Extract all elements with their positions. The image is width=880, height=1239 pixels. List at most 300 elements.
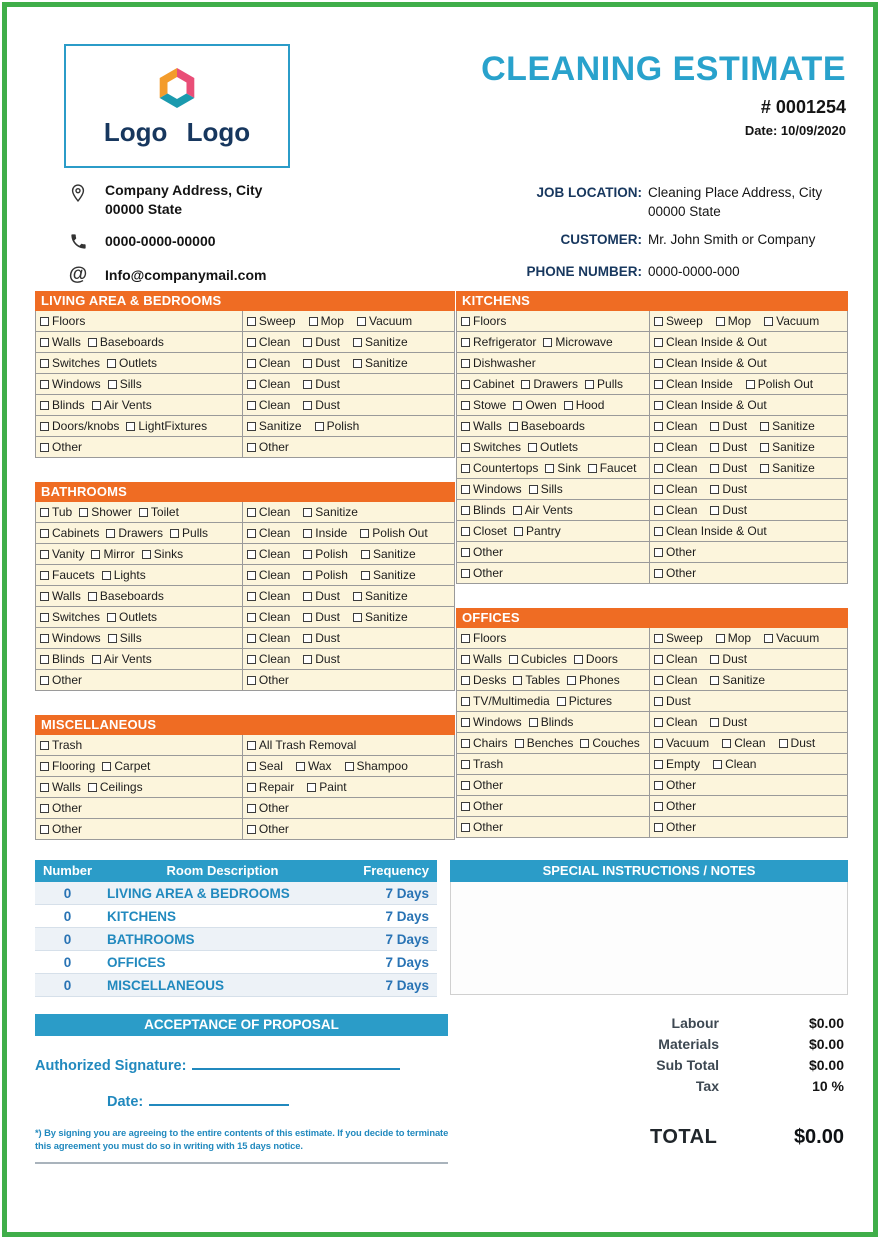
checkbox[interactable] bbox=[40, 825, 49, 834]
checkbox[interactable] bbox=[303, 338, 312, 347]
checkbox-item bbox=[746, 377, 813, 391]
checkbox[interactable] bbox=[654, 359, 663, 368]
checkbox[interactable] bbox=[102, 571, 111, 580]
checkbox[interactable] bbox=[654, 506, 663, 515]
checkbox[interactable] bbox=[247, 338, 256, 347]
checkbox[interactable] bbox=[108, 634, 117, 643]
signature-line[interactable] bbox=[192, 1059, 400, 1070]
checkbox[interactable] bbox=[713, 760, 722, 769]
checkbox[interactable] bbox=[543, 338, 552, 347]
checkbox[interactable] bbox=[247, 380, 256, 389]
checkbox-item bbox=[247, 801, 289, 815]
checkbox-label: Dust bbox=[315, 356, 340, 370]
checkbox[interactable] bbox=[40, 783, 49, 792]
checkbox-label: Mop bbox=[727, 314, 752, 328]
company-contact bbox=[66, 181, 266, 286]
checkbox[interactable] bbox=[106, 529, 115, 538]
checkbox[interactable] bbox=[247, 676, 256, 685]
checkbox-label: Other bbox=[258, 440, 289, 454]
checkbox[interactable] bbox=[126, 422, 135, 431]
checkbox[interactable] bbox=[303, 380, 312, 389]
checkbox-item bbox=[40, 568, 95, 582]
checkbox[interactable] bbox=[92, 401, 101, 410]
summary-room-description: LIVING AREA & BEDROOMS bbox=[107, 885, 290, 901]
checkbox[interactable] bbox=[574, 655, 583, 664]
checkbox[interactable] bbox=[654, 527, 663, 536]
checkbox[interactable] bbox=[40, 422, 49, 431]
checkbox[interactable] bbox=[461, 464, 470, 473]
totals-row bbox=[582, 1054, 844, 1075]
checkbox-label: Clean bbox=[258, 505, 291, 519]
checkbox[interactable] bbox=[40, 762, 49, 771]
address-row bbox=[66, 181, 266, 219]
checkbox[interactable] bbox=[247, 529, 256, 538]
checkbox[interactable] bbox=[509, 655, 518, 664]
section-header: LIVING AREA & BEDROOMS bbox=[35, 291, 455, 311]
tasks-cell bbox=[650, 332, 847, 352]
checkbox[interactable] bbox=[567, 676, 576, 685]
phone-icon bbox=[66, 232, 90, 251]
checkbox[interactable] bbox=[247, 317, 256, 326]
checkbox[interactable] bbox=[654, 760, 663, 769]
checkbox[interactable] bbox=[303, 634, 312, 643]
checkbox[interactable] bbox=[303, 359, 312, 368]
summary-row bbox=[35, 951, 437, 974]
checkbox[interactable] bbox=[40, 338, 49, 347]
checkbox[interactable] bbox=[247, 825, 256, 834]
items-cell bbox=[457, 374, 650, 394]
checkbox[interactable] bbox=[461, 760, 470, 769]
checkbox[interactable] bbox=[40, 529, 49, 538]
checkbox[interactable] bbox=[746, 380, 755, 389]
checkbox[interactable] bbox=[357, 317, 366, 326]
checkbox[interactable] bbox=[345, 762, 354, 771]
checkbox-item bbox=[247, 589, 290, 603]
checkbox-label: Clean Inside & Out bbox=[666, 524, 767, 538]
checkbox[interactable] bbox=[461, 697, 470, 706]
checkbox[interactable] bbox=[764, 317, 773, 326]
checkbox[interactable] bbox=[716, 634, 725, 643]
checkbox[interactable] bbox=[247, 571, 256, 580]
checkbox[interactable] bbox=[654, 697, 663, 706]
items-cell bbox=[457, 521, 650, 541]
checkbox-label: All Trash Removal bbox=[258, 738, 357, 752]
checklist-row bbox=[456, 542, 848, 563]
checkbox[interactable] bbox=[461, 676, 470, 685]
checkbox[interactable] bbox=[779, 739, 788, 748]
checkbox[interactable] bbox=[247, 783, 256, 792]
checkbox[interactable] bbox=[654, 317, 663, 326]
checkbox[interactable] bbox=[654, 634, 663, 643]
checklist-section bbox=[456, 291, 848, 584]
checkbox-item bbox=[247, 356, 290, 370]
tasks-cell bbox=[650, 395, 847, 415]
checkbox[interactable] bbox=[107, 613, 116, 622]
summary-frequency: 7 Days bbox=[385, 885, 429, 901]
checkbox-label: Toilet bbox=[150, 505, 179, 519]
checkbox[interactable] bbox=[654, 781, 663, 790]
summary-room-count: 0 bbox=[63, 908, 72, 924]
checkbox[interactable] bbox=[461, 359, 470, 368]
checkbox-label: Sills bbox=[119, 377, 142, 391]
checkbox-label: Sanitize bbox=[364, 335, 408, 349]
checkbox-label: Clean Inside bbox=[666, 377, 733, 391]
checkbox[interactable] bbox=[654, 464, 663, 473]
footnote bbox=[35, 1126, 448, 1152]
checkbox-label: Windows bbox=[473, 715, 522, 729]
checkbox-item bbox=[461, 566, 503, 580]
section-header: KITCHENS bbox=[456, 291, 848, 311]
checkbox[interactable] bbox=[107, 359, 116, 368]
checkbox[interactable] bbox=[764, 634, 773, 643]
checkbox[interactable] bbox=[360, 529, 369, 538]
checkbox[interactable] bbox=[247, 804, 256, 813]
checklist-row bbox=[456, 416, 848, 437]
checkbox[interactable] bbox=[91, 550, 100, 559]
checkbox[interactable] bbox=[108, 380, 117, 389]
summary-room-description: BATHROOMS bbox=[107, 931, 195, 947]
checkbox[interactable] bbox=[247, 359, 256, 368]
checkbox[interactable] bbox=[40, 634, 49, 643]
checkbox[interactable] bbox=[40, 401, 49, 410]
checkbox[interactable] bbox=[40, 592, 49, 601]
checkbox[interactable] bbox=[170, 529, 179, 538]
checkbox[interactable] bbox=[303, 613, 312, 622]
checkbox[interactable] bbox=[361, 571, 370, 580]
checkbox[interactable] bbox=[528, 443, 537, 452]
checkbox[interactable] bbox=[760, 464, 769, 473]
checkbox[interactable] bbox=[303, 550, 312, 559]
summary-table-body bbox=[35, 882, 437, 997]
checkbox-item bbox=[654, 652, 697, 666]
checkbox-item bbox=[654, 799, 696, 813]
items-cell bbox=[36, 311, 243, 331]
checkbox-item bbox=[710, 503, 747, 517]
checkbox[interactable] bbox=[654, 802, 663, 811]
checkbox[interactable] bbox=[521, 380, 530, 389]
checkbox-item bbox=[40, 547, 84, 561]
checkbox-label: Inside bbox=[315, 526, 348, 540]
checkbox[interactable] bbox=[40, 655, 49, 664]
checkbox[interactable] bbox=[461, 443, 470, 452]
checkbox[interactable] bbox=[654, 338, 663, 347]
checkbox[interactable] bbox=[580, 739, 589, 748]
checklist-row bbox=[456, 458, 848, 479]
checkbox-item bbox=[303, 335, 340, 349]
checkbox[interactable] bbox=[303, 655, 312, 664]
checkbox[interactable] bbox=[710, 676, 719, 685]
items-cell bbox=[457, 458, 650, 478]
checkbox[interactable] bbox=[564, 401, 573, 410]
checkbox[interactable] bbox=[588, 464, 597, 473]
totals-row bbox=[582, 1012, 844, 1033]
checkbox-item bbox=[514, 524, 561, 538]
checkbox[interactable] bbox=[514, 527, 523, 536]
checkbox[interactable] bbox=[40, 359, 49, 368]
checkbox[interactable] bbox=[139, 508, 148, 517]
checklist-row bbox=[456, 353, 848, 374]
checkbox-label: Wax bbox=[307, 759, 332, 773]
checkbox[interactable] bbox=[760, 422, 769, 431]
checkbox[interactable] bbox=[654, 548, 663, 557]
checkbox[interactable] bbox=[247, 401, 256, 410]
checklist-row bbox=[35, 374, 455, 395]
checkbox-label: Baseboards bbox=[99, 589, 164, 603]
checkbox[interactable] bbox=[40, 380, 49, 389]
checkbox-item bbox=[40, 314, 85, 328]
checkbox-item bbox=[461, 757, 503, 771]
checkbox[interactable] bbox=[315, 422, 324, 431]
summary-header-number: Number bbox=[42, 863, 93, 878]
checkbox-label: Clean bbox=[666, 419, 698, 433]
checkbox[interactable] bbox=[461, 569, 470, 578]
checkbox-label: Walls bbox=[473, 652, 502, 666]
checkbox-item bbox=[247, 738, 356, 752]
checkbox-label: Sanitize bbox=[772, 440, 815, 454]
checklist-row bbox=[35, 353, 455, 374]
checkbox-item bbox=[102, 568, 146, 582]
checkbox-label: Clean bbox=[258, 652, 291, 666]
checkbox[interactable] bbox=[654, 739, 663, 748]
checkbox-item bbox=[528, 440, 578, 454]
checkbox[interactable] bbox=[247, 613, 256, 622]
checkbox[interactable] bbox=[461, 739, 470, 748]
checkbox[interactable] bbox=[247, 634, 256, 643]
summary-table bbox=[35, 860, 437, 997]
checkbox[interactable] bbox=[92, 655, 101, 664]
tasks-cell bbox=[243, 437, 454, 457]
checkbox-label: Tub bbox=[52, 505, 73, 519]
checkbox[interactable] bbox=[309, 317, 318, 326]
checkbox[interactable] bbox=[513, 506, 522, 515]
checkbox[interactable] bbox=[461, 548, 470, 557]
checkbox-item bbox=[654, 694, 691, 708]
tasks-cell bbox=[243, 416, 454, 436]
checkbox[interactable] bbox=[710, 464, 719, 473]
summary-row bbox=[35, 928, 437, 951]
checkbox[interactable] bbox=[529, 718, 538, 727]
checkbox[interactable] bbox=[247, 508, 256, 517]
checkbox[interactable] bbox=[654, 422, 663, 431]
checkbox-item bbox=[654, 503, 697, 517]
checkbox[interactable] bbox=[303, 508, 312, 517]
checkbox[interactable] bbox=[88, 338, 97, 347]
checkbox-label: Clean bbox=[258, 356, 291, 370]
checkbox-label: Other bbox=[473, 545, 504, 559]
checkbox[interactable] bbox=[509, 422, 518, 431]
checkbox-item bbox=[107, 610, 157, 624]
checkbox[interactable] bbox=[654, 380, 663, 389]
checkbox[interactable] bbox=[654, 443, 663, 452]
checkbox-item bbox=[760, 440, 815, 454]
checkbox-item bbox=[247, 631, 290, 645]
tasks-cell bbox=[243, 607, 454, 627]
summary-row bbox=[35, 974, 437, 997]
checkbox-item bbox=[710, 461, 747, 475]
checkbox[interactable] bbox=[353, 592, 362, 601]
items-cell bbox=[457, 563, 650, 583]
checkbox[interactable] bbox=[142, 550, 151, 559]
checkbox[interactable] bbox=[716, 317, 725, 326]
checkbox[interactable] bbox=[247, 592, 256, 601]
checkbox[interactable] bbox=[353, 338, 362, 347]
checkbox[interactable] bbox=[710, 718, 719, 727]
checkbox-item bbox=[142, 547, 183, 561]
checkbox[interactable] bbox=[760, 443, 769, 452]
company-address-line2: 00000 State bbox=[105, 201, 183, 217]
estimate-date: Date: 10/09/2020 bbox=[744, 123, 846, 138]
checkbox[interactable] bbox=[353, 359, 362, 368]
checkbox[interactable] bbox=[40, 804, 49, 813]
checkbox[interactable] bbox=[303, 571, 312, 580]
checkbox[interactable] bbox=[722, 739, 731, 748]
checkbox[interactable] bbox=[654, 655, 663, 664]
checkbox[interactable] bbox=[247, 741, 256, 750]
checklist-row bbox=[456, 733, 848, 754]
checkbox[interactable] bbox=[654, 823, 663, 832]
checkbox[interactable] bbox=[88, 783, 97, 792]
checkbox-item bbox=[247, 419, 302, 433]
items-cell bbox=[457, 817, 650, 837]
tasks-cell bbox=[650, 649, 847, 669]
checkbox[interactable] bbox=[461, 781, 470, 790]
checkbox[interactable] bbox=[247, 443, 256, 452]
checkbox-item bbox=[102, 759, 150, 773]
checkbox[interactable] bbox=[461, 527, 470, 536]
checkbox[interactable] bbox=[710, 506, 719, 515]
checkbox[interactable] bbox=[40, 613, 49, 622]
checkbox-item bbox=[654, 524, 767, 538]
tasks-cell bbox=[243, 544, 454, 564]
checkbox-item bbox=[40, 759, 95, 773]
checkbox[interactable] bbox=[247, 422, 256, 431]
checkbox[interactable] bbox=[710, 655, 719, 664]
checkbox[interactable] bbox=[461, 802, 470, 811]
checkbox[interactable] bbox=[40, 443, 49, 452]
checkbox[interactable] bbox=[461, 485, 470, 494]
checkbox[interactable] bbox=[710, 485, 719, 494]
checkbox-label: Seal bbox=[258, 759, 283, 773]
checkbox-label: Dust bbox=[315, 377, 340, 391]
checkbox[interactable] bbox=[654, 569, 663, 578]
items-cell bbox=[457, 796, 650, 816]
checkbox[interactable] bbox=[40, 571, 49, 580]
checkbox[interactable] bbox=[247, 762, 256, 771]
totals-label: Labour bbox=[671, 1014, 719, 1031]
checkbox-label: Phones bbox=[579, 673, 620, 687]
checkbox[interactable] bbox=[461, 422, 470, 431]
checkbox-label: Sinks bbox=[153, 547, 184, 561]
date-line[interactable] bbox=[149, 1095, 289, 1106]
checkbox[interactable] bbox=[40, 676, 49, 685]
summary-frequency: 7 Days bbox=[385, 908, 429, 924]
checkbox[interactable] bbox=[461, 823, 470, 832]
checkbox-item bbox=[461, 440, 521, 454]
checkbox[interactable] bbox=[303, 401, 312, 410]
checkbox[interactable] bbox=[247, 655, 256, 664]
checkbox-label: Vacuum bbox=[776, 631, 820, 645]
checkbox[interactable] bbox=[303, 592, 312, 601]
checkbox-label: Dust bbox=[722, 652, 748, 666]
checkbox[interactable] bbox=[654, 401, 663, 410]
checkbox[interactable] bbox=[654, 485, 663, 494]
checkbox[interactable] bbox=[710, 422, 719, 431]
checkbox[interactable] bbox=[461, 655, 470, 664]
tasks-cell bbox=[650, 563, 847, 583]
checkbox[interactable] bbox=[654, 718, 663, 727]
checkbox[interactable] bbox=[710, 443, 719, 452]
checkbox-item bbox=[361, 568, 416, 582]
checkbox[interactable] bbox=[353, 613, 362, 622]
checkbox-item bbox=[303, 631, 340, 645]
checkbox-label: Walls bbox=[52, 589, 81, 603]
checkbox[interactable] bbox=[88, 592, 97, 601]
checkbox[interactable] bbox=[40, 508, 49, 517]
checkbox[interactable] bbox=[461, 634, 470, 643]
checkbox[interactable] bbox=[296, 762, 305, 771]
checkbox[interactable] bbox=[513, 676, 522, 685]
checkbox[interactable] bbox=[545, 464, 554, 473]
checkbox[interactable] bbox=[654, 676, 663, 685]
checkbox[interactable] bbox=[79, 508, 88, 517]
checkbox[interactable] bbox=[513, 401, 522, 410]
checkbox-item bbox=[360, 526, 427, 540]
signature-row bbox=[35, 1058, 448, 1074]
checklist-section bbox=[456, 608, 848, 838]
checkbox-label: Clean bbox=[725, 757, 757, 771]
checkbox[interactable] bbox=[247, 550, 256, 559]
checkbox-label: Vacuum bbox=[776, 314, 820, 328]
tasks-cell bbox=[650, 733, 847, 753]
checkbox[interactable] bbox=[461, 380, 470, 389]
checkbox[interactable] bbox=[585, 380, 594, 389]
totals-value: $0.00 bbox=[808, 1056, 844, 1073]
checklist-section bbox=[35, 482, 455, 691]
checkbox-item bbox=[40, 822, 82, 836]
items-cell bbox=[457, 775, 650, 795]
checkbox[interactable] bbox=[461, 506, 470, 515]
checkbox-item bbox=[654, 398, 767, 412]
checkbox[interactable] bbox=[361, 550, 370, 559]
checkbox[interactable] bbox=[102, 762, 111, 771]
tasks-cell bbox=[650, 521, 847, 541]
checkbox[interactable] bbox=[461, 718, 470, 727]
checkbox[interactable] bbox=[529, 485, 538, 494]
checkbox-item bbox=[88, 780, 143, 794]
checkbox[interactable] bbox=[307, 783, 316, 792]
checkbox-label: Lights bbox=[113, 568, 146, 582]
checkbox[interactable] bbox=[461, 317, 470, 326]
checkbox-item bbox=[461, 673, 506, 687]
checkbox[interactable] bbox=[303, 529, 312, 538]
checkbox[interactable] bbox=[515, 739, 524, 748]
checkbox[interactable] bbox=[40, 317, 49, 326]
checkbox-item bbox=[106, 526, 163, 540]
checkbox[interactable] bbox=[557, 697, 566, 706]
checkbox[interactable] bbox=[40, 550, 49, 559]
checkbox-item bbox=[710, 673, 765, 687]
checkbox-label: Sanitize bbox=[364, 589, 408, 603]
summary-room-description: MISCELLANEOUS bbox=[107, 977, 225, 993]
checkbox[interactable] bbox=[40, 741, 49, 750]
checkbox[interactable] bbox=[461, 338, 470, 347]
checkbox-label: Benches bbox=[526, 736, 574, 750]
checkbox-label: Dust bbox=[722, 482, 748, 496]
summary-room-description: KITCHENS bbox=[107, 908, 177, 924]
logo-text: Logo Logo bbox=[103, 117, 251, 147]
notes-input-area[interactable] bbox=[450, 882, 848, 995]
checkbox[interactable] bbox=[461, 401, 470, 410]
